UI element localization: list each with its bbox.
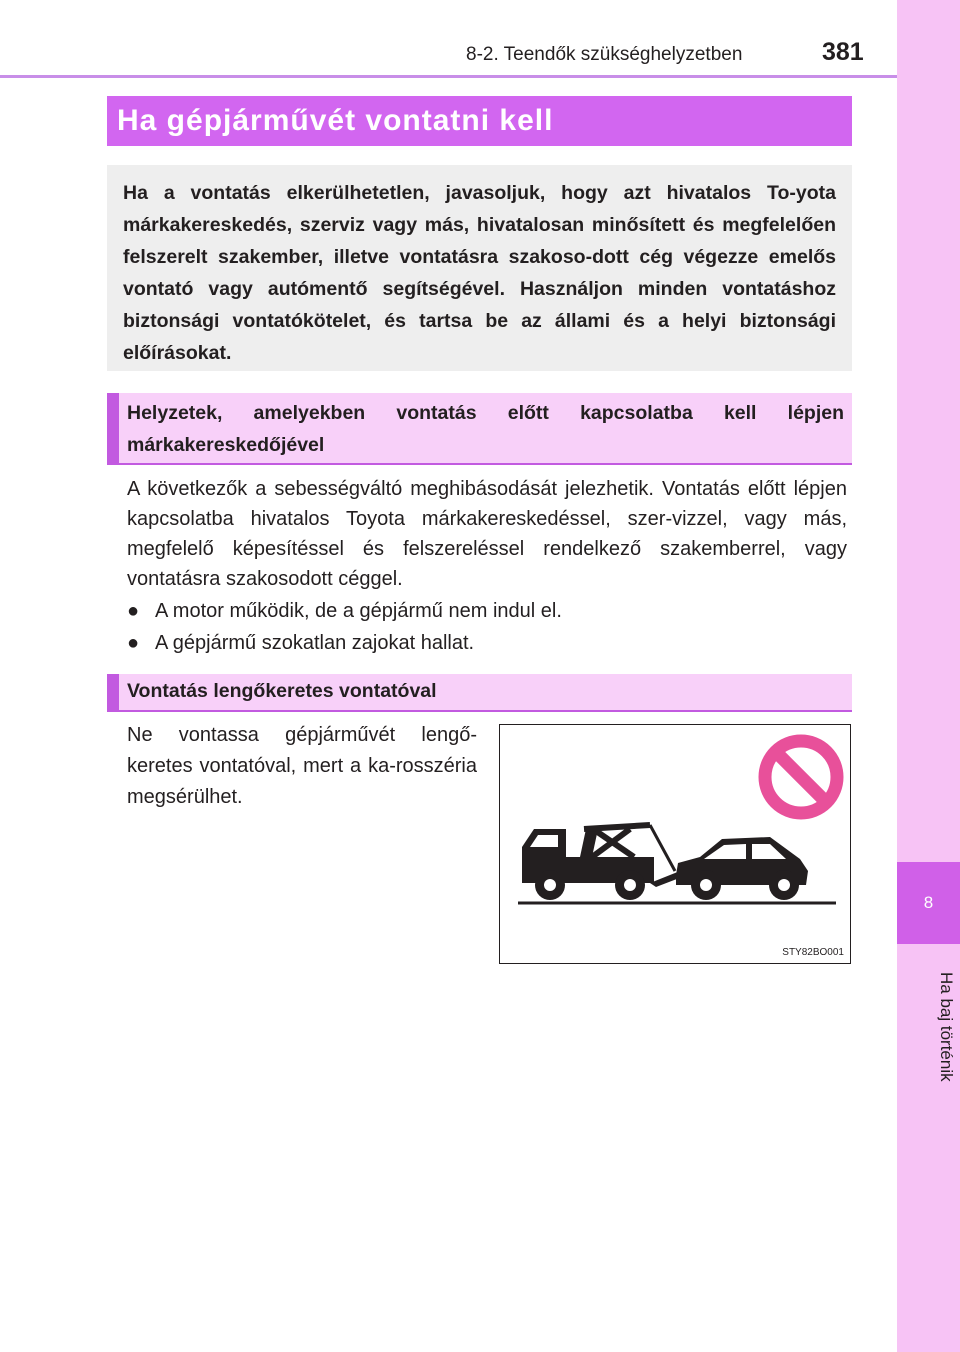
section1-body: A következők a sebességváltó meghibásodását jelezhetik. Vontatás előtt lépjen kapcsolatba hivatalos Toyota márkakereskedéssel, szer-vizzel, vagy más, megfelelő képesítéssel és felszereléssel rendelkező szakemberrel, vagy vontatásra szakosodott céggel. [127,478,847,590]
page-number: 381 [822,38,864,66]
prohibition-icon [765,741,837,813]
section1-heading: Helyzetek, amelyekben vontatás előtt kapcsolatba kell lépjen márkakereskedőjével [107,393,852,465]
list-item [127,596,562,626]
car-icon [676,837,808,900]
tow-truck-icon [522,825,682,900]
section2-body: Ne vontassa gépjárművét lengő-keretes vontatóval, mert a ka-rosszéria megsérülhet. [127,724,477,808]
figure-code: STY82BO001 [782,947,844,958]
chapter-title-tab: Ha baj történik [937,972,956,1082]
list-item [127,628,474,658]
bullet-icon: ● [127,632,140,654]
chapter-number-tab: 8 [897,862,960,944]
header-divider [0,75,897,78]
section-header: 8-2. Teendők szükséghelyzetben [466,44,743,65]
list-item-text: A gépjármű szokatlan zajokat hallat. [155,632,475,654]
bullet-icon: ● [127,600,140,622]
tow-illustration-svg [500,725,850,963]
intro-box: Ha a vontatás elkerülhetetlen, javasoljuk, hogy azt hivatalos To-yota márkakereskedés, szerviz vagy más, hivatalosan minősített és megfelelően felszerelt szakember, illetve vontatásra szakoso-dott cég végezze emelős vontató vagy autómentő segítségével. Használjon minden vontatáshoz biztonsági vontatókötelet, és tartsa be az állami és a helyi biztonsági előírásokat. [107,165,852,371]
tow-illustration [499,724,851,964]
side-tab-strip [897,0,960,1352]
list-item-text: A motor működik, de a gépjármű nem indul el. [155,600,562,622]
page-title: Ha gépjárművét vontatni kell [107,96,852,146]
section2-heading: Vontatás lengőkeretes vontatóval [107,674,852,712]
